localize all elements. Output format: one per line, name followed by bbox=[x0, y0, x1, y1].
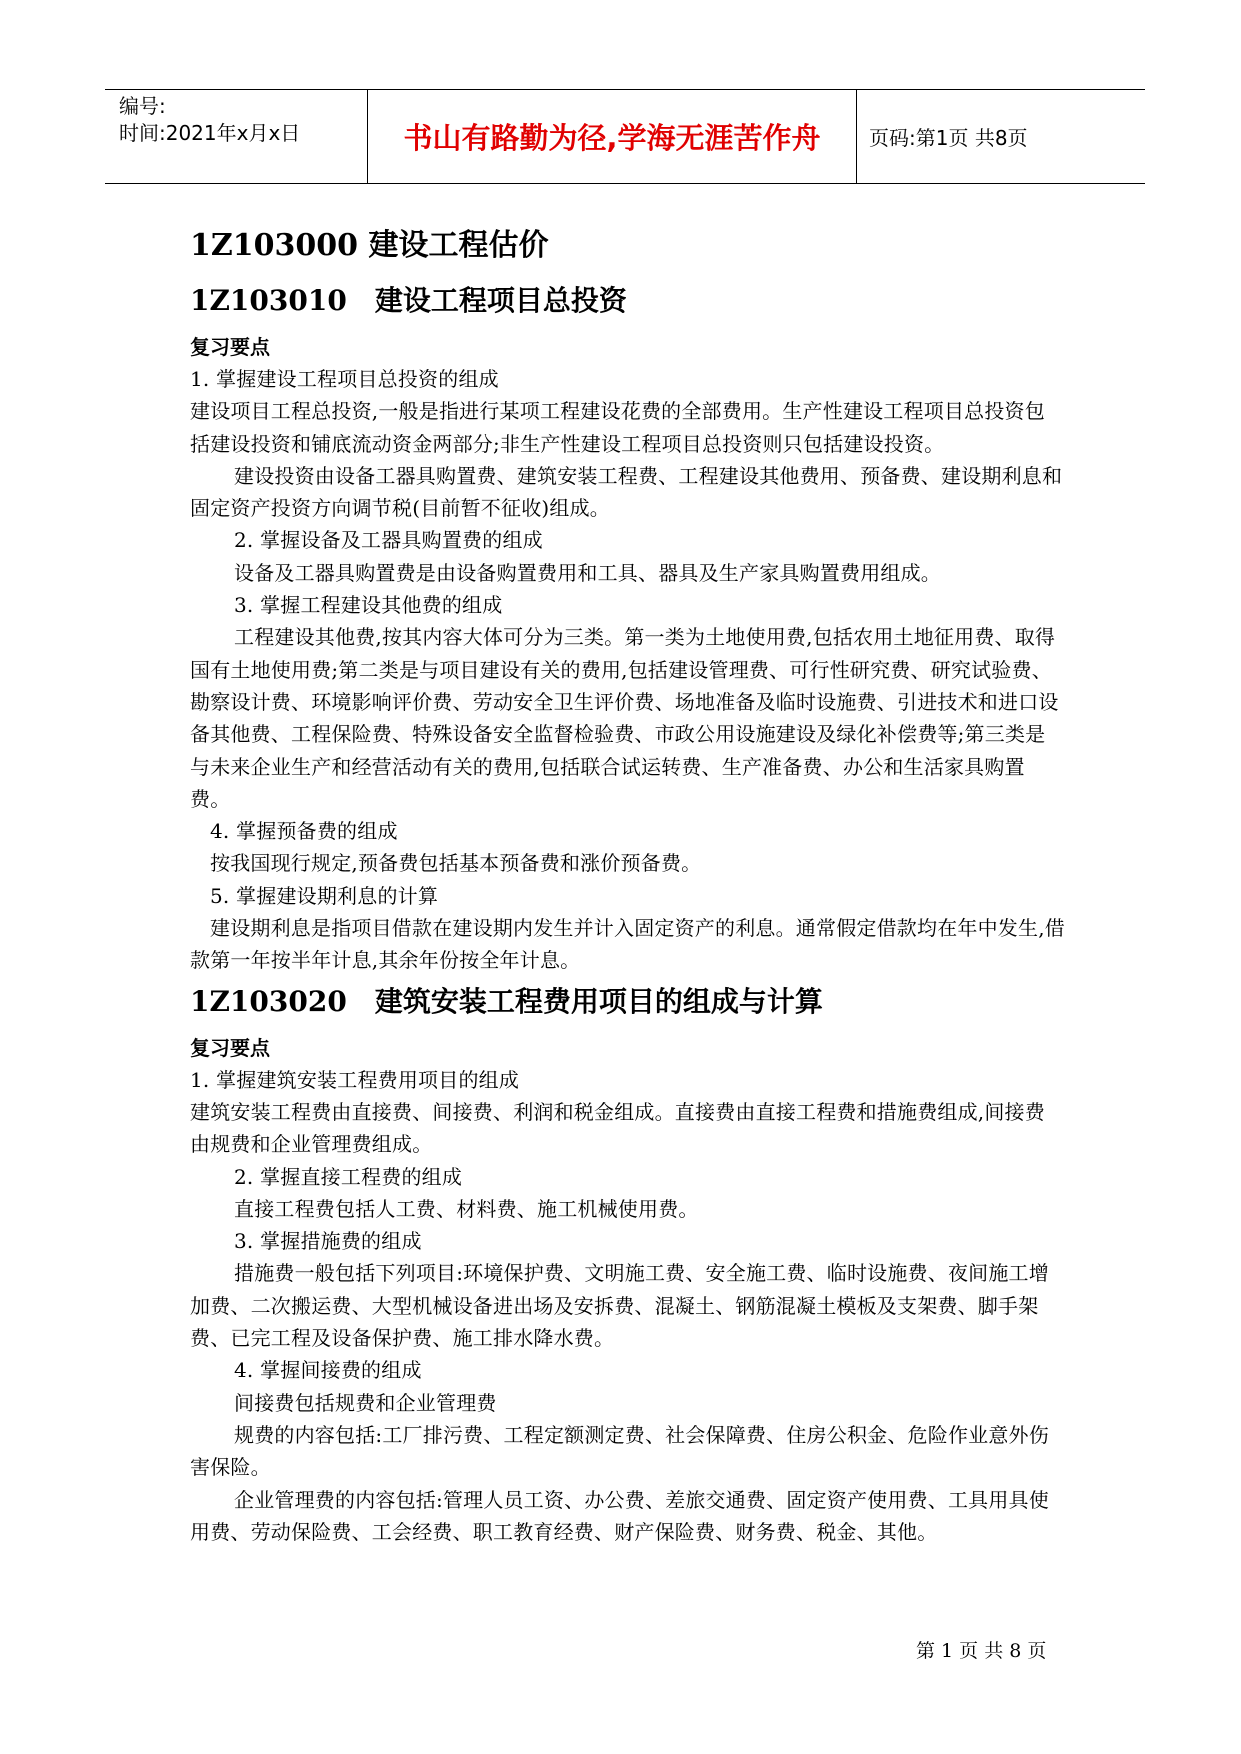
paragraph: 设备及工器具购置费是由设备购置费用和工具、器具及生产家具购置费用组成。 bbox=[234, 560, 941, 585]
header-page-cell bbox=[857, 90, 1145, 183]
paragraph: 3. 掌握工程建设其他费的组成 bbox=[234, 593, 503, 618]
section-heading-1z103010: 1Z103010 建设工程项目总投资 bbox=[190, 284, 627, 317]
paragraph: 2. 掌握设备及工器具购置费的组成 bbox=[234, 528, 543, 553]
paragraph: 3. 掌握措施费的组成 bbox=[234, 1229, 422, 1254]
paragraph: 建设投资由设备工器具购置费、建筑安装工程费、工程建设其他费用、预备费、建设期利息和固定资产投资方向调节税(目前暂不征收)组成。 bbox=[190, 463, 1063, 521]
paragraph: 工程建设其他费,按其内容大体可分为三类。第一类为土地使用费,包括农用土地征用费、取得国有土地使用费;第二类是与项目建设有关的费用,包括建设管理费、可行性研究费、研究试验费、勘察设计费、环境影响评价费、劳动安全卫生评价费、场地准备及临时设施费、引进技术和进口设备其他费、工程保险费、特殊设备安全监督检验费、市政公用设施建设及绿化补偿费等;第三类是与未来企业生产和经营活动有关的费用,包括联合试运转费、生产准备费、办公和生活家具购置费。 bbox=[190, 625, 1059, 811]
header-motto: 书山有路勤为径,学海无涯苦作舟 bbox=[403, 121, 821, 155]
paragraph: 4. 掌握间接费的组成 bbox=[234, 1358, 422, 1383]
paragraph: 直接工程费包括人工费、材料费、施工机械使用费。 bbox=[234, 1196, 699, 1221]
paragraph: 1. 掌握建设工程项目总投资的组成 bbox=[190, 367, 499, 391]
paragraph: 5. 掌握建设期利息的计算 bbox=[210, 883, 439, 908]
paragraph: 建设项目工程总投资,一般是指进行某项工程建设花费的全部费用。生产性建设工程项目总投资包括建设投资和铺底流动资金两部分;非生产性建设工程项目总投资则只包括建设投资。 bbox=[190, 399, 1045, 456]
paragraph: 措施费一般包括下列项目:环境保护费、文明施工费、安全施工费、临时设施费、夜间施工增加费、二次搬运费、大型机械设备进出场及安拆费、混凝土、钢筋混凝土模板及支架费、脚手架费、已完工程及设备保护费、施工排水降水费。 bbox=[190, 1261, 1049, 1351]
page-footer: 第 1 页 共 8 页 bbox=[916, 1640, 1047, 1662]
paragraph: 按我国现行规定,预备费包括基本预备费和涨价预备费。 bbox=[210, 851, 702, 876]
header-motto-cell bbox=[368, 90, 857, 183]
paragraph: 企业管理费的内容包括:管理人员工资、办公费、差旅交通费、固定资产使用费、工具用具使用费、劳动保险费、工会经费、职工教育经费、财产保险费、财务费、税金、其他。 bbox=[190, 1487, 1049, 1544]
document-time-label: 时间:2021年x月x日 bbox=[119, 121, 301, 145]
document-title: 1Z103000 建设工程估价 bbox=[190, 228, 549, 263]
paragraph: 规费的内容包括:工厂排污费、工程定额测定费、社会保障费、住房公积金、危险作业意外伤害保险。 bbox=[190, 1422, 1049, 1480]
document-body bbox=[190, 222, 1065, 1548]
header-page-info: 页码:第1页 共8页 bbox=[869, 126, 1028, 150]
paragraph: 1. 掌握建筑安装工程费用项目的组成 bbox=[190, 1067, 520, 1092]
section-heading-1z103020: 1Z103020 建筑安装工程费用项目的组成与计算 bbox=[190, 984, 823, 1018]
paragraph: 2. 掌握直接工程费的组成 bbox=[234, 1164, 463, 1189]
header-meta-cell bbox=[105, 90, 368, 183]
paragraph: 建筑安装工程费由直接费、间接费、利润和税金组成。直接费由直接工程费和措施费组成,间接费由规费和企业管理费组成。 bbox=[190, 1099, 1045, 1157]
review-points-label: 复习要点 bbox=[190, 1035, 270, 1060]
paragraph: 4. 掌握预备费的组成 bbox=[210, 819, 398, 844]
document-number-label: 编号: bbox=[119, 94, 166, 118]
page-header bbox=[105, 89, 1145, 184]
paragraph: 间接费包括规费和企业管理费 bbox=[234, 1390, 497, 1415]
paragraph: 建设期利息是指项目借款在建设期内发生并计入固定资产的利息。通常假定借款均在年中发生,借款第一年按半年计息,其余年份按全年计息。 bbox=[190, 916, 1065, 973]
review-points-label: 复习要点 bbox=[190, 335, 270, 359]
